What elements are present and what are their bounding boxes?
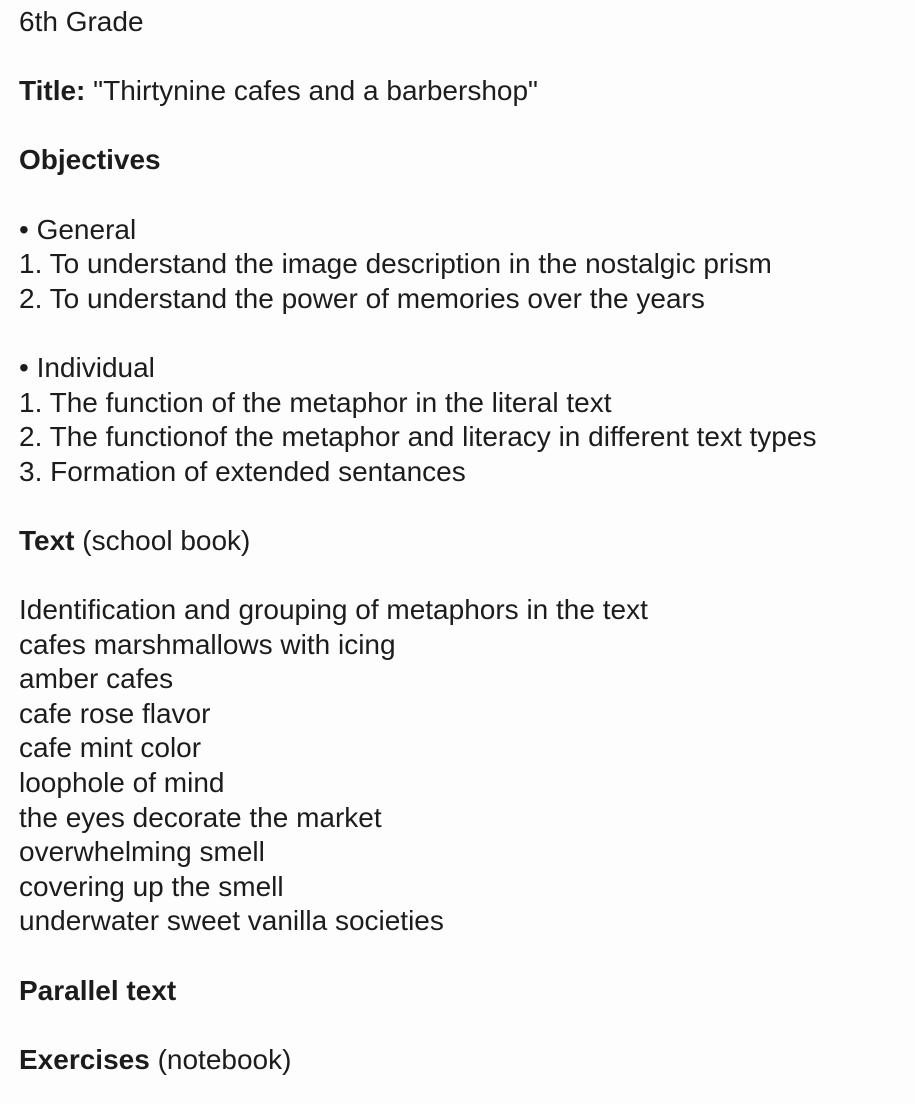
spacer	[19, 1008, 915, 1043]
exercises-note: (notebook)	[157, 1043, 292, 1075]
metaphor-line: covering up the smell	[19, 870, 284, 902]
metaphor-line: cafe mint color	[19, 732, 202, 764]
general-objective-item: 2. To understand the power of memories over the years	[19, 282, 705, 314]
metaphor-line: cafe rose flavor	[19, 697, 211, 729]
metaphor-line: loophole of mind	[19, 767, 225, 799]
metaphor-line: underwater sweet vanilla societies	[19, 905, 444, 937]
spacer	[19, 489, 915, 524]
title-label: Title:	[19, 75, 86, 107]
metaphor-line: the eyes decorate the market	[19, 801, 382, 833]
spacer	[19, 316, 915, 351]
spacer	[19, 939, 915, 974]
lesson-title	[19, 74, 915, 109]
metaphor-line: amber cafes	[19, 663, 174, 695]
individual-objective-item: 3. Formation of extended sentances	[19, 455, 466, 487]
spacer	[19, 178, 915, 213]
exercises-heading	[19, 1043, 915, 1078]
spacer	[19, 559, 915, 594]
individual-objective-item: 2. The functionof the metaphor and literacy in different text types	[19, 421, 817, 453]
parallel-text-heading: Parallel text	[19, 974, 177, 1006]
objectives-heading: Objectives	[19, 144, 161, 176]
objectives-individual-label: • Individual	[19, 351, 155, 383]
text-heading-note: (school book)	[82, 524, 251, 556]
text-heading-label: Text	[19, 524, 75, 556]
metaphor-line: overwhelming smell	[19, 836, 265, 868]
metaphor-line: Identification and grouping of metaphors in the text	[19, 594, 648, 626]
exercises-label: Exercises	[19, 1043, 150, 1075]
spacer	[19, 40, 915, 75]
general-objective-item: 1. To understand the image description in the nostalgic prism	[19, 248, 772, 280]
spacer	[19, 109, 915, 144]
metaphor-line: cafes marshmallows with icing	[19, 628, 396, 660]
grade-label: 6th Grade	[19, 6, 144, 37]
title-value: "Thirtynine cafes and a barbershop"	[93, 75, 538, 107]
individual-objective-item: 1. The function of the metaphor in the literal text	[19, 386, 612, 418]
text-section-heading	[19, 524, 915, 559]
objectives-general-label: • General	[19, 213, 137, 245]
